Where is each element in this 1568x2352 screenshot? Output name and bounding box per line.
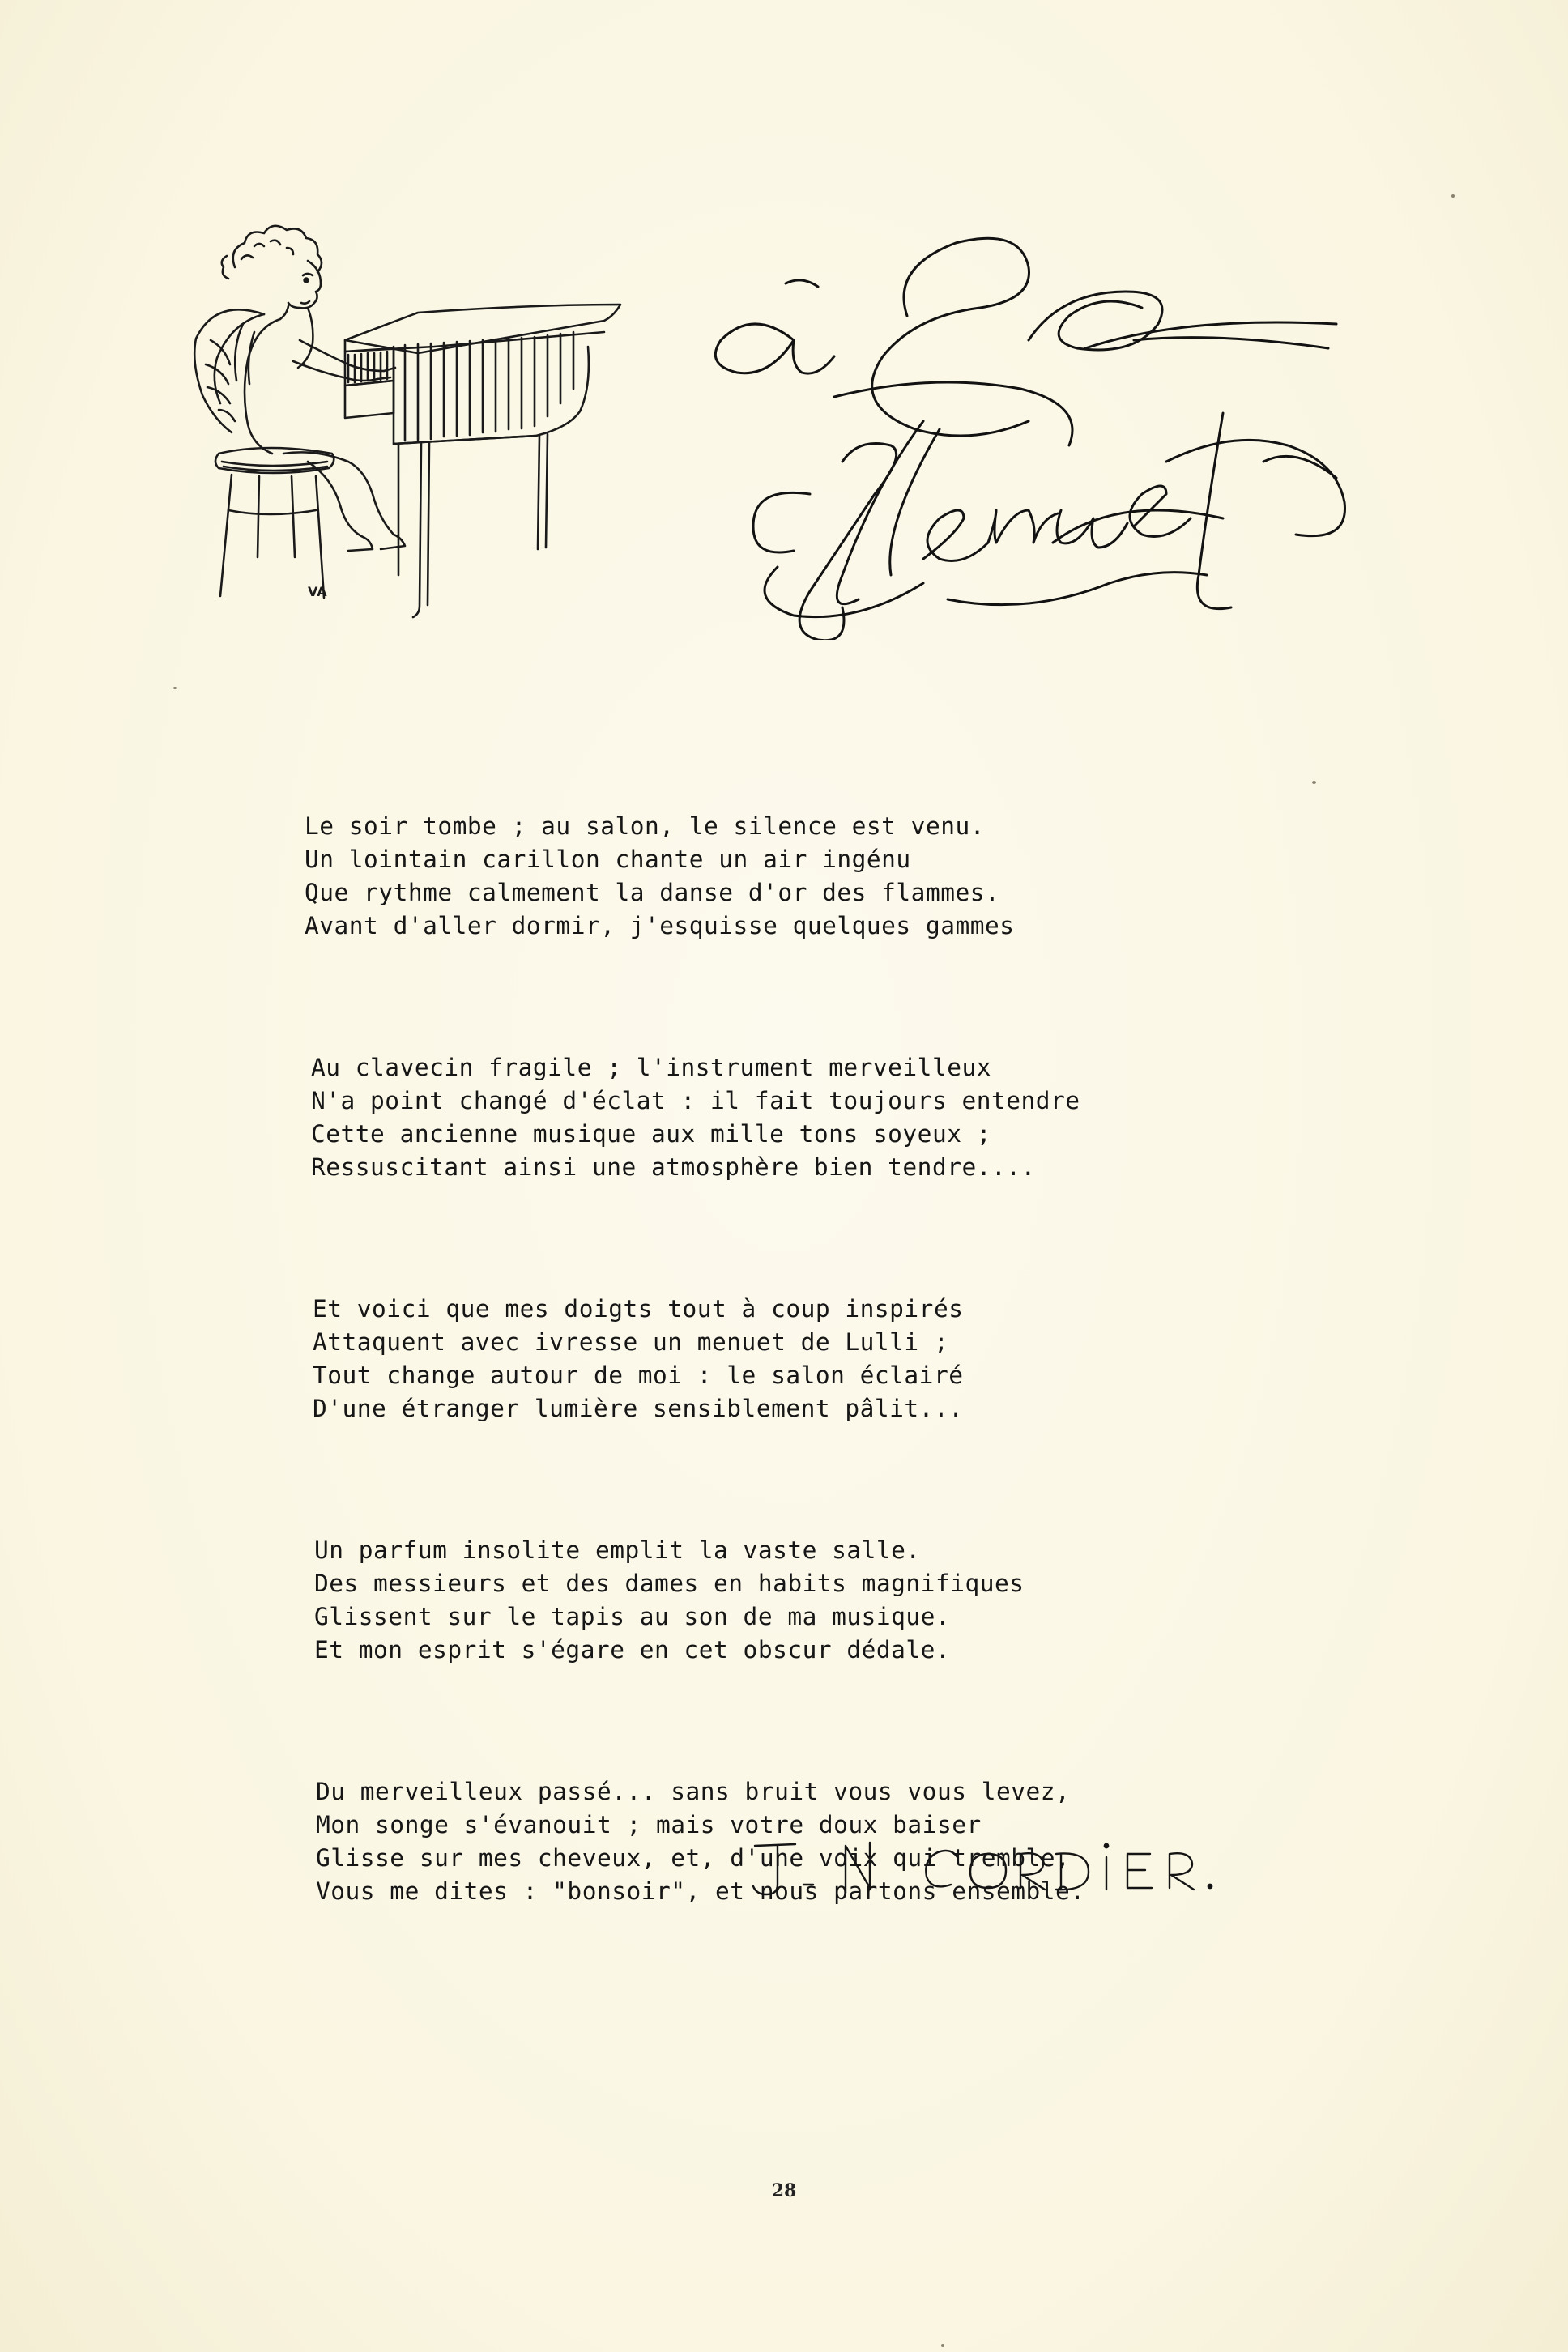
poem-line: Avant d'aller dormir, j'esquisse quelques gammes	[305, 912, 1015, 940]
stanza	[305, 810, 1276, 943]
poem-line: Au clavecin fragile ; l'instrument merveilleux	[311, 1054, 991, 1081]
paper-speck	[173, 687, 177, 689]
poem-line: Que rythme calmement la danse d'or des flammes.	[305, 879, 1000, 906]
calligraphic-title	[713, 219, 1377, 640]
stanza	[305, 1534, 1276, 1667]
paper-speck	[941, 2344, 944, 2347]
artist-initials: VA	[308, 584, 327, 599]
poem-line: Ressuscitant ainsi une atmosphère bien tendre....	[311, 1153, 1036, 1181]
poem-line: Un parfum insolite emplit la vaste salle.	[314, 1536, 921, 1564]
poem-line: Tout change autour de moi : le salon éclairé	[313, 1361, 964, 1389]
stanza	[305, 1051, 1276, 1184]
stanza	[305, 1293, 1276, 1425]
poem-line: Cette ancienne musique aux mille tons soyeux ;	[311, 1120, 991, 1148]
handwritten-signature	[745, 1834, 1263, 1899]
poem	[305, 810, 1276, 1908]
poem-line: Glissent sur le tapis au son de ma musique.	[314, 1603, 951, 1630]
poem-line: Du merveilleux passé... sans bruit vous vous levez,	[316, 1778, 1071, 1805]
poem-line: Un lointain carillon chante un air ingénu	[305, 846, 911, 873]
poem-line: Vous me dites : "bonsoir", et nous partons ensemble.	[316, 1877, 1085, 1905]
paper-speck	[1451, 194, 1455, 198]
poem-line: Le soir tombe ; au salon, le silence est venu.	[305, 812, 985, 840]
poem-line: Et mon esprit s'égare en cet obscur dédale.	[314, 1636, 951, 1664]
poem-line: Glisse sur mes cheveux, et, d'une voix qui tremble,	[316, 1844, 1071, 1872]
poem-line: D'une étranger lumière sensiblement pâlit...	[313, 1395, 964, 1422]
poem-line: Attaquent avec ivresse un menuet de Lulli ;	[313, 1328, 949, 1356]
poem-line: Et voici que mes doigts tout à coup inspirés	[313, 1295, 964, 1323]
page-number: 28	[771, 2180, 797, 2201]
poem-line: Des messieurs et des dames en habits magnifiques	[314, 1570, 1025, 1597]
cherub-harpsichord-illustration	[186, 219, 640, 656]
poem-line: Mon songe s'évanouit ; mais votre doux baiser	[316, 1811, 982, 1839]
paper-speck	[1312, 781, 1316, 784]
poem-line: N'a point changé d'éclat : il fait toujours entendre	[311, 1087, 1080, 1114]
